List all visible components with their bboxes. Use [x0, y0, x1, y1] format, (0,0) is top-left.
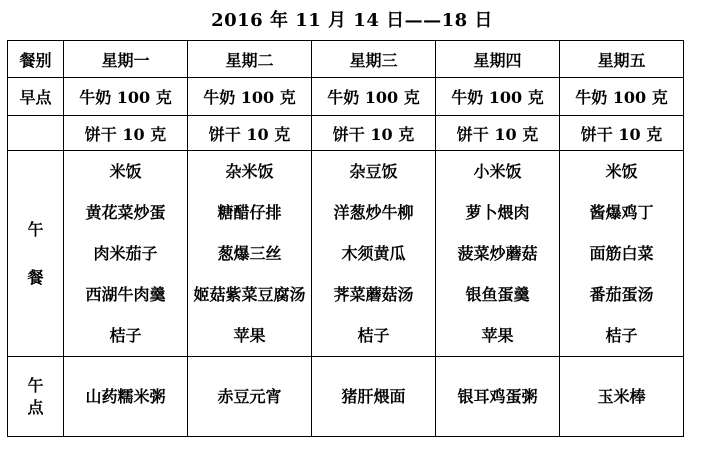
breakfast-row-biscuit	[8, 116, 684, 151]
lunch-cell-monday	[64, 151, 188, 357]
meal-type-header: 餐别	[8, 41, 64, 78]
lunch-cell-thursday	[436, 151, 560, 357]
day-header-thursday: 星期四	[436, 41, 560, 78]
lunch-dish: 菠菜炒蘑菇	[457, 244, 538, 263]
lunch-fruit: 桔子	[109, 326, 142, 345]
lunch-fruit: 桔子	[357, 326, 390, 345]
label-spacer	[8, 241, 63, 267]
lunch-fruit: 苹果	[481, 326, 514, 345]
lunch-dish: 杂豆饭	[349, 162, 398, 181]
lunch-label-char: 午	[27, 219, 44, 239]
lunch-dish: 木须黄瓜	[341, 244, 406, 263]
breakfast-item: 饼干 10 克	[188, 116, 312, 151]
lunch-cell-friday	[560, 151, 684, 357]
header-row	[8, 41, 684, 78]
breakfast-item: 牛奶 100 克	[312, 78, 436, 116]
snack-label-char: 点	[27, 397, 44, 417]
lunch-dish: 杂米饭	[225, 162, 274, 181]
lunch-fruit: 苹果	[233, 326, 266, 345]
breakfast-item: 牛奶 100 克	[560, 78, 684, 116]
lunch-dish: 肉米茄子	[93, 244, 158, 263]
snack-cell-thursday: 银耳鸡蛋粥	[436, 357, 560, 437]
weekly-menu-table	[7, 40, 684, 437]
breakfast-row-milk	[8, 78, 684, 116]
breakfast-item: 牛奶 100 克	[436, 78, 560, 116]
snack-cell-friday: 玉米棒	[560, 357, 684, 437]
empty-label-cell	[8, 116, 64, 151]
lunch-cell-wednesday	[312, 151, 436, 357]
breakfast-item: 饼干 10 克	[64, 116, 188, 151]
lunch-label-char: 餐	[27, 267, 44, 287]
snack-cell-monday: 山药糯米粥	[64, 357, 188, 437]
breakfast-item: 饼干 10 克	[312, 116, 436, 151]
afternoon-snack-label	[8, 357, 64, 437]
snack-cell-wednesday: 猪肝煨面	[312, 357, 436, 437]
lunch-dish: 黄花菜炒蛋	[85, 203, 166, 222]
lunch-dish: 姬菇紫菜豆腐汤	[193, 285, 306, 304]
lunch-dish: 葱爆三丝	[217, 244, 282, 263]
lunch-dish: 糖醋仔排	[217, 203, 282, 222]
lunch-row	[8, 151, 684, 357]
lunch-dish: 米饭	[109, 162, 142, 181]
day-header-friday: 星期五	[560, 41, 684, 78]
menu-title: 2016 年 11 月 14 日——18 日	[211, 10, 493, 31]
day-header-tuesday: 星期二	[188, 41, 312, 78]
breakfast-label: 早点	[8, 78, 64, 116]
lunch-dish: 洋葱炒牛柳	[333, 203, 414, 222]
lunch-dish: 酱爆鸡丁	[589, 203, 654, 222]
lunch-cell-tuesday	[188, 151, 312, 357]
breakfast-item: 牛奶 100 克	[64, 78, 188, 116]
breakfast-item: 饼干 10 克	[436, 116, 560, 151]
lunch-dish: 西湖牛肉羹	[85, 285, 166, 304]
afternoon-snack-row	[8, 357, 684, 437]
lunch-dish: 米饭	[605, 162, 638, 181]
breakfast-item: 牛奶 100 克	[188, 78, 312, 116]
day-header-wednesday: 星期三	[312, 41, 436, 78]
breakfast-item: 饼干 10 克	[560, 116, 684, 151]
lunch-dish: 番茄蛋汤	[589, 285, 654, 304]
lunch-fruit: 桔子	[605, 326, 638, 345]
lunch-dish: 银鱼蛋羹	[465, 285, 530, 304]
lunch-dish: 小米饭	[473, 162, 522, 181]
lunch-dish: 荠菜蘑菇汤	[333, 285, 414, 304]
lunch-dish: 萝卜煨肉	[465, 203, 530, 222]
day-header-monday: 星期一	[64, 41, 188, 78]
snack-label-char: 午	[27, 375, 44, 395]
snack-cell-tuesday: 赤豆元宵	[188, 357, 312, 437]
lunch-dish: 面筋白菜	[589, 244, 654, 263]
lunch-label	[8, 151, 64, 357]
